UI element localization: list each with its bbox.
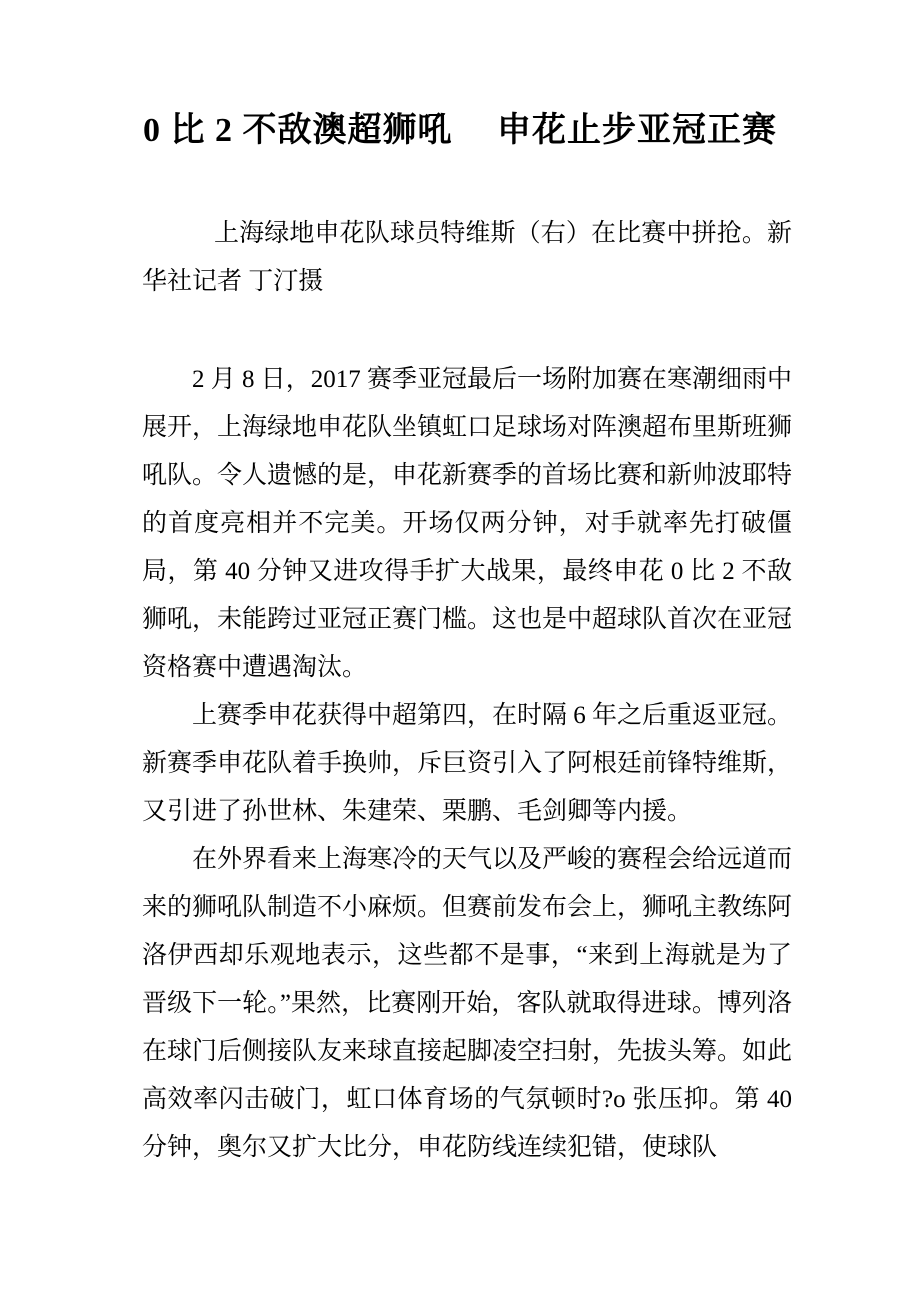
paragraph-1: 2 月 8 日，2017 赛季亚冠最后一场附加赛在寒潮细雨中展开，上海绿地申花队坐镇虹口足球场对阵澳超布里斯班狮吼队。令人遗憾的是，申花新赛季的首场比赛和新帅波耶特的首度亮相并不完美。开场仅两分钟，对手就率先打破僵局，第 40 分钟又进攻得手扩大战果，最终申花 0 比 2 不敌狮吼，未能跨过亚冠正赛门槛。这也是中超球队首次在亚冠资格赛中遭遇淘汰。: [142, 366, 793, 681]
photo-caption: 上海绿地申花队球员特维斯（右）在比赛中拼抢。新华社记者 丁汀摄: [142, 220, 792, 295]
article-title: 0 比 2 不敌澳超狮吼 申花止步亚冠正赛: [143, 112, 777, 149]
paragraph-3: 在外界看来上海寒冷的天气以及严峻的赛程会给远道而来的狮吼队制造不小麻烦。但赛前发布会上，狮吼主教练阿洛伊西却乐观地表示，这些都不是事，“来到上海就是为了晋级下一轮。”果然，比赛刚开始，客队就取得进球。博列洛在球门后侧接队友来球直接起脚凌空扫射，先拔头筹。如此高效率闪击破门，虹口体育场的气氛顿时?o 张压抑。第 40 分钟，奥尔又扩大比分，申花防线连续犯错，使球队: [142, 846, 793, 1161]
paragraph-2: 上赛季申花获得中超第四，在时隔 6 年之后重返亚冠。新赛季申花队着手换帅，斥巨资引入了阿根廷前锋特维斯，又引进了孙世林、朱建荣、栗鹏、毛剑卿等内援。: [142, 702, 793, 825]
